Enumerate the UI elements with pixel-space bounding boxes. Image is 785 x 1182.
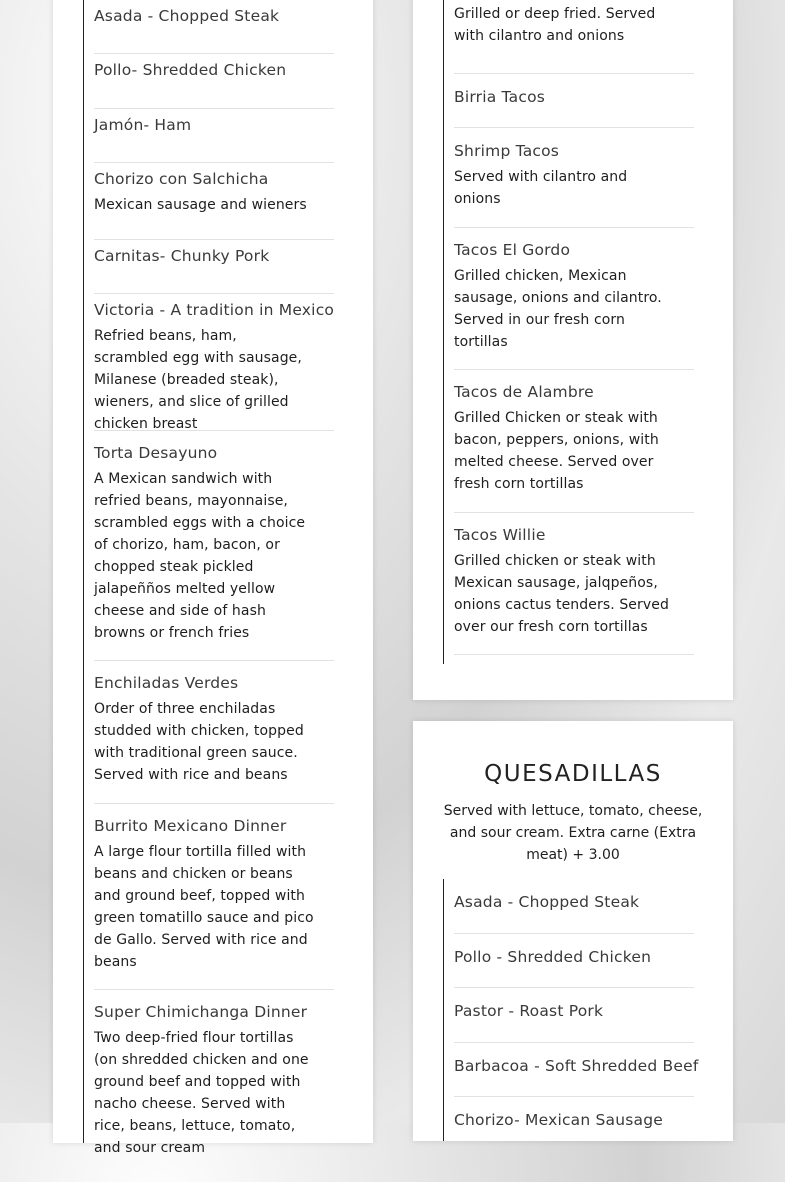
menu-item-super-chimichanga[interactable] xyxy=(94,1002,334,1182)
menu-item-asada[interactable] xyxy=(94,6,334,54)
menu-item-description: Grilled chicken, Mexican sausage, onions and cilantro. Served in our fresh corn tortillas xyxy=(454,268,662,350)
menu-item-shrimp-tacos[interactable] xyxy=(454,141,694,228)
menu-item-title: Victoria - A tradition in Mexico xyxy=(94,301,335,319)
menu-item-title: Tacos Willie xyxy=(454,526,546,544)
menu-item-title: Carnitas- Chunky Pork xyxy=(94,247,270,265)
menu-item-tacos-de-alambre[interactable] xyxy=(454,382,694,513)
divider-line xyxy=(83,0,84,1143)
menu-item-title: Torta Desayuno xyxy=(94,444,218,462)
menu-item-title: Birria Tacos xyxy=(454,88,546,106)
menu-item-description: Grilled or deep fried. Served with cilantro and onions xyxy=(454,6,656,44)
menu-item-title: Asada - Chopped Steak xyxy=(94,7,280,25)
section-title: QUESADILLAS xyxy=(484,761,662,787)
menu-item-enchiladas-verdes[interactable] xyxy=(94,673,334,804)
menu-item-description: A large flour tortilla filled with beans and chicken or beans and ground beef, topped with green tomatillo sauce and pico de Gallo. Served with rice and beans xyxy=(94,844,314,970)
menu-item-title: Jamón- Ham xyxy=(94,116,192,134)
section-description: Served with lettuce, tomato, cheese, and sour cream. Extra carne (Extra meat) + 3.00 xyxy=(443,803,703,863)
menu-item-title: Asada - Chopped Steak xyxy=(454,893,640,911)
menu-item-jamon[interactable] xyxy=(94,115,334,163)
menu-item-tacos-el-gordo[interactable] xyxy=(454,240,694,370)
menu-item-birria-tacos[interactable] xyxy=(454,87,694,128)
menu-item-title: Pastor - Roast Pork xyxy=(454,1002,604,1020)
menu-item-quesadilla-pastor[interactable] xyxy=(454,1001,694,1043)
menu-item-title: Chorizo- Mexican Sausage xyxy=(454,1111,664,1129)
menu-item-title: Tacos El Gordo xyxy=(454,241,571,259)
menu-item-torta-desayuno[interactable] xyxy=(94,443,334,661)
divider-line xyxy=(443,879,444,1141)
menu-item-carnitas[interactable] xyxy=(94,246,334,294)
divider-line xyxy=(443,0,444,664)
menu-item-description: Order of three enchiladas studded with chicken, topped with traditional green sauce. Served with rice and beans xyxy=(94,701,304,783)
menu-item-description: Mexican sausage and wieners xyxy=(94,197,307,213)
menu-item-title: Super Chimichanga Dinner xyxy=(94,1003,308,1021)
quesadillas-card xyxy=(413,721,733,1141)
left-menu-card xyxy=(53,0,373,1156)
menu-item-tacos-willie[interactable] xyxy=(454,525,694,655)
menu-item-description: A Mexican sandwich with refried beans, mayonnaise, scrambled eggs with a choice of chorizo, ham, bacon, or chopped steak pickled jalapeñños melted yellow cheese and side of hash browns or french fries xyxy=(94,471,306,641)
menu-item-description: Refried beans, ham, scrambled egg with sausage, Milanese (breaded steak), wieners, and slice of grilled chicken breast xyxy=(94,328,302,432)
menu-item-title: Barbacoa - Soft Shredded Beef xyxy=(454,1057,699,1075)
menu-item-burrito-mexicano[interactable] xyxy=(94,816,334,990)
menu-item-quesadilla-asada[interactable] xyxy=(454,892,694,934)
menu-item-quesadilla-chorizo[interactable] xyxy=(454,1110,694,1150)
menu-item-quesadilla-pollo[interactable] xyxy=(454,947,694,988)
menu-item-title: Chorizo con Salchicha xyxy=(94,170,269,188)
menu-item-title: Pollo - Shredded Chicken xyxy=(454,948,652,966)
menu-item-title: Pollo- Shredded Chicken xyxy=(94,61,287,79)
tacos-menu-card xyxy=(413,0,733,700)
menu-item-chorizo-salchicha[interactable] xyxy=(94,169,334,240)
menu-item-title: Burrito Mexicano Dinner xyxy=(94,817,287,835)
menu-item-title: Tacos de Alambre xyxy=(454,383,594,401)
menu-item-fish-tacos[interactable] xyxy=(454,0,694,74)
menu-item-pollo[interactable] xyxy=(94,60,334,109)
menu-item-description: Grilled Chicken or steak with bacon, peppers, onions, with melted cheese. Served over fresh corn tortillas xyxy=(454,410,659,492)
menu-item-description: Two deep-fried flour tortillas (on shredded chicken and one ground beef and topped with nacho cheese. Served with rice, beans, lettuce, tomato, and sour cream xyxy=(94,1030,309,1156)
menu-item-description: Grilled chicken or steak with Mexican sausage, jalqpeños, onions cactus tenders. Served over our fresh corn tortillas xyxy=(454,553,669,635)
menu-item-title: Shrimp Tacos xyxy=(454,142,560,160)
menu-item-quesadilla-barbacoa[interactable] xyxy=(454,1056,699,1097)
menu-item-title: Enchiladas Verdes xyxy=(94,674,239,692)
menu-item-description: Served with cilantro and onions xyxy=(454,169,628,207)
menu-item-victoria[interactable] xyxy=(94,300,334,431)
